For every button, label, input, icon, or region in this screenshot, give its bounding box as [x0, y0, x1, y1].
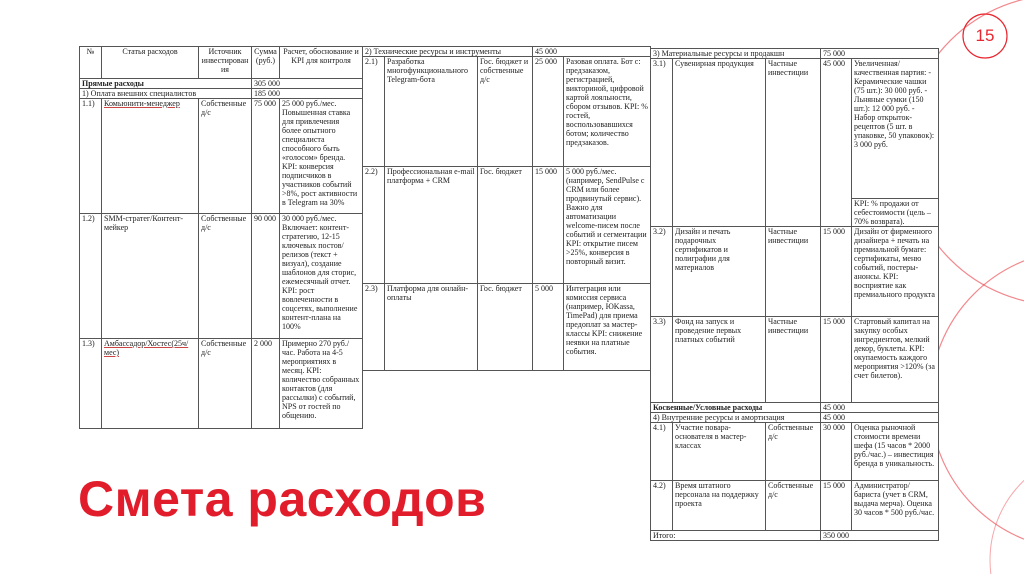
row-source: Собственные д/с — [766, 423, 821, 481]
header-item: Статья расходов — [102, 47, 199, 79]
row-source: Гос. бюджет — [478, 167, 533, 284]
row-kpi: KPI: % продажи от себестоимости (цель – 70% возврата). — [852, 199, 939, 227]
row-item: Платформа для онлайн-оплаты — [385, 284, 478, 371]
section-label: 3) Материальные ресурсы и продакшн — [651, 49, 821, 59]
table-row — [80, 79, 363, 89]
section-sum: 75 000 — [821, 49, 939, 59]
page-number: 15 — [975, 26, 995, 45]
table-row — [80, 99, 363, 214]
row-calc: Увеличенная/качественная партия: - Керамические чашки (75 шт.): 30 000 руб. - Льняные сумки (150 шт.): 12 000 руб. - Набор открыток-рецептов (5 шт. в упаковке, 50 упаковок): 3 000 руб. — [852, 59, 939, 199]
table-row — [651, 413, 939, 423]
table-row — [363, 47, 651, 57]
table-row — [363, 284, 651, 371]
expense-table-material — [650, 48, 939, 541]
table-row — [651, 403, 939, 413]
table-row — [80, 214, 363, 339]
header-source: Источник инвестирования — [199, 47, 252, 79]
row-calc: 30 000 руб./мес. Включает: контент-стратегию, 12-15 ключевых постов/релизов (текст + визуал), создание шаблонов для сторис, ежемесячный отчет. KPI: рост вовлеченности в соцсетях, выполнение контент-плана на 100% — [280, 214, 363, 339]
row-amount: 2 000 — [252, 339, 280, 429]
row-item: Время штатного персонала на поддержку проекта — [673, 481, 766, 531]
section-sum: 185 000 — [252, 89, 363, 99]
table-row — [651, 481, 939, 531]
row-item: Фонд на запуск и проведение первых платных событий — [673, 317, 766, 403]
indirect-sum: 45 000 — [821, 403, 939, 413]
row-num: 1.3) — [80, 339, 102, 429]
row-source: Собственные д/с — [199, 214, 252, 339]
row-source: Собственные д/с — [199, 339, 252, 429]
row-amount: 15 000 — [821, 227, 852, 317]
row-source: Частные инвестиции — [766, 59, 821, 227]
page-title: Смета расходов — [78, 471, 487, 527]
row-calc: Примерно 270 руб./час. Работа на 4-5 мероприятиях в месяц. KPI: количество собранных контактов (для рассылки) с событий, NPS от гостей по общению. — [280, 339, 363, 429]
row-num: 1.1) — [80, 99, 102, 214]
row-amount: 45 000 — [821, 59, 852, 227]
row-item: SMM-стратег/Контент-мейкер — [102, 214, 199, 339]
row-num: 1.2) — [80, 214, 102, 339]
table-row — [363, 57, 651, 167]
row-amount: 5 000 — [533, 284, 564, 371]
row-source: Частные инвестиции — [766, 317, 821, 403]
row-num: 2.2) — [363, 167, 385, 284]
row-calc: 5 000 руб./мес. (например, SendPulse с CRM или более продвинутый сервис). Важно для автоматизации welcome-писем после событий и сегментации KPI: открытие писем >25%, конверсия в повторный визит. — [564, 167, 651, 284]
total-sum: 350 000 — [821, 531, 939, 541]
row-num: 3.1) — [651, 59, 673, 227]
table-row — [651, 423, 939, 481]
row-amount: 15 000 — [821, 481, 852, 531]
row-item: Профессиональная e-mail платформа + CRM — [385, 167, 478, 284]
row-calc: 25 000 руб./мес. Повышенная ставка для привлечения более опытного специалиста способного быть «голосом» бренда. KPI: конверсия подписчиков в участников событий >8%, рост активности в Telegram на 30% — [280, 99, 363, 214]
expense-table-direct — [79, 46, 363, 429]
header-amount: Сумма (руб.) — [252, 47, 280, 79]
row-item: Амбассадор/Хостес(25ч/мес) — [102, 339, 199, 429]
row-num: 3.2) — [651, 227, 673, 317]
row-amount: 25 000 — [533, 57, 564, 167]
row-calc: Разовая оплата. Бот с: предзаказом, регистрацией, викториной, цифровой картой лояльности, сбором отзывов. KPI: % гостей, воспользовавшихся ботом; количество предзаказов. — [564, 57, 651, 167]
table-row — [80, 339, 363, 429]
row-num: 2.1) — [363, 57, 385, 167]
table-header-row — [80, 47, 363, 79]
row-num: 2.3) — [363, 284, 385, 371]
row-source: Гос. бюджет — [478, 284, 533, 371]
row-item: Разработка многофункционального Telegram-бота — [385, 57, 478, 167]
table-row — [80, 89, 363, 99]
row-item: Комьюнити-менеджер — [102, 99, 199, 214]
table-row — [651, 227, 939, 317]
row-num: 4.2) — [651, 481, 673, 531]
section-label: 1) Оплата внешних специалистов — [80, 89, 252, 99]
table-row — [363, 167, 651, 284]
table-row — [651, 531, 939, 541]
section-sum: 45 000 — [821, 413, 939, 423]
row-amount: 30 000 — [821, 423, 852, 481]
direct-label: Прямые расходы — [80, 79, 252, 89]
section-label: 2) Технические ресурсы и инструменты — [363, 47, 533, 57]
row-calc: Администратор/бариста (учет в CRM, выдача мерча). Оценка 30 часов * 500 руб./час. — [852, 481, 939, 531]
row-calc: Оценка рыночной стоимости времени шефа (15 часов * 2000 руб./час.) – инвестиция бренда в уникальность. — [852, 423, 939, 481]
row-amount: 15 000 — [821, 317, 852, 403]
row-source: Частные инвестиции — [766, 227, 821, 317]
section-label: 4) Внутренние ресурсы и амортизация — [651, 413, 821, 423]
row-num: 3.3) — [651, 317, 673, 403]
total-label: Итого: — [651, 531, 821, 541]
row-amount: 15 000 — [533, 167, 564, 284]
header-calc: Расчет, обоснование и KPI для контроля — [280, 47, 363, 79]
table-row — [651, 59, 939, 199]
header-num: № — [80, 47, 102, 79]
expense-table-technical — [362, 46, 651, 371]
row-source: Собственные д/с — [199, 99, 252, 214]
direct-sum: 305 000 — [252, 79, 363, 89]
row-source: Гос. бюджет и собственные д/с — [478, 57, 533, 167]
row-item: Сувенирная продукция — [673, 59, 766, 227]
table-row — [651, 49, 939, 59]
indirect-label: Косвенные/Условные расходы — [651, 403, 821, 413]
row-source: Собственные д/с — [766, 481, 821, 531]
row-amount: 90 000 — [252, 214, 280, 339]
row-calc: Стартовый капитал на закупку особых ингредиентов, мелкий декор, буклеты. KPI: окупаемость каждого мероприятия >120% (за счет билетов). — [852, 317, 939, 403]
row-amount: 75 000 — [252, 99, 280, 214]
row-item: Участие повара-основателя в мастер-классах — [673, 423, 766, 481]
row-calc: Дизайн от фирменного дизайнера + печать на премиальной бумаге: сертификаты, меню событий, постеры-анонсы. KPI: восприятие как премиального продукта — [852, 227, 939, 317]
row-calc: Интеграция или комиссия сервиса (например, ЮKassa, TimePad) для приема предоплат за мастер-классы KPI: снижение неявки на платные события. — [564, 284, 651, 371]
row-item: Дизайн и печать подарочных сертификатов и полиграфии для материалов — [673, 227, 766, 317]
table-row — [651, 317, 939, 403]
row-num: 4.1) — [651, 423, 673, 481]
section-sum: 45 000 — [533, 47, 651, 57]
